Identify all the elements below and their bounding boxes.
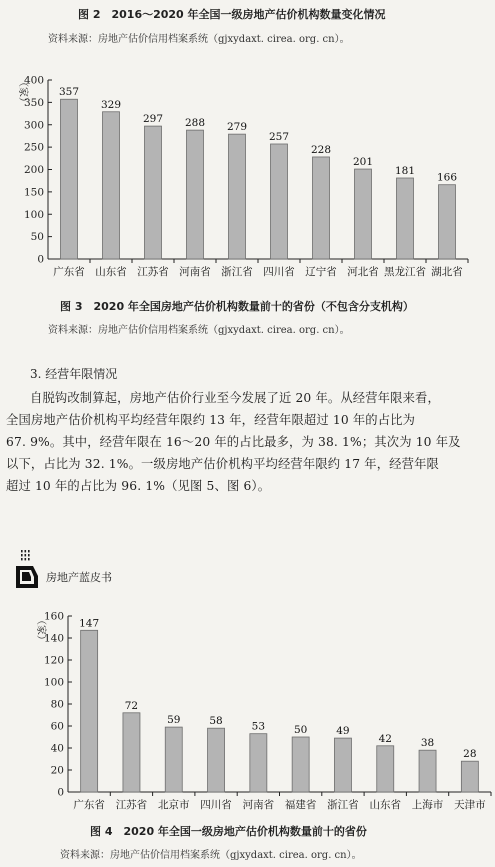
x-category-label: 浙江省 xyxy=(221,266,253,278)
x-category-label: 辽宁省 xyxy=(305,266,337,278)
bar-value-label: 181 xyxy=(394,165,416,178)
y-tick-label: 140 xyxy=(43,632,64,645)
bar xyxy=(461,761,478,792)
x-category-label: 北京市 xyxy=(158,799,190,811)
y-tick-label: 120 xyxy=(43,654,64,667)
bar xyxy=(208,728,225,792)
bar-value-label: 28 xyxy=(463,748,477,761)
bar xyxy=(123,713,140,792)
bar-value-label: 38 xyxy=(420,737,435,750)
y-axis-label: （家） xyxy=(35,615,46,645)
bar-value-label: 147 xyxy=(79,617,100,630)
bar xyxy=(229,134,246,259)
y-tick-label: 350 xyxy=(23,96,44,109)
section-heading: 3. 经营年限情况 xyxy=(30,367,118,381)
x-category-label: 山东省 xyxy=(369,799,401,811)
bar-value-label: 50 xyxy=(293,724,308,736)
bar-value-label: 72 xyxy=(124,699,139,712)
bar-value-label: 228 xyxy=(310,143,332,156)
bar-value-label: 279 xyxy=(226,121,248,134)
bar xyxy=(145,126,162,259)
x-category-label: 江苏省 xyxy=(137,266,169,278)
y-tick-label: 160 xyxy=(43,610,64,623)
bar-value-label: 49 xyxy=(336,725,350,738)
y-tick-label: 400 xyxy=(23,74,44,87)
y-tick-label: 250 xyxy=(23,141,44,154)
fig2-source: 资料来源：房地产估价信用档案系统（gjxydaxt. cirea. org. cn）。 xyxy=(48,34,350,45)
bar-value-label: 166 xyxy=(436,171,458,184)
bar xyxy=(187,130,204,259)
bar-value-label: 357 xyxy=(58,86,80,99)
bar-value-label: 201 xyxy=(352,156,374,169)
bar xyxy=(439,185,456,259)
fig4-caption: 图 4 2020 年全国一级房地产估价机构数量前十的省份 xyxy=(90,825,367,838)
x-category-label: 天津市 xyxy=(454,799,486,811)
x-category-label: 四川省 xyxy=(200,799,232,811)
y-tick-label: 60 xyxy=(50,720,64,733)
body-paragraph xyxy=(6,387,490,497)
bar xyxy=(81,630,98,792)
paragraph-line: 以下，占比为 32. 1%。一级房地产估价机构平均经营年限约 17 年，经营年限 xyxy=(6,457,439,471)
y-tick-label: 150 xyxy=(23,186,44,199)
bar xyxy=(377,746,394,792)
fig3-source: 资料来源：房地产估价信用档案系统（gjxydaxt. cirea. org. cn）。 xyxy=(48,325,350,336)
book-icon xyxy=(14,550,40,590)
fig4-source: 资料来源：房地产估价信用档案系统（gjxydaxt. cirea. org. cn）。 xyxy=(60,850,362,861)
bar-value-label: 329 xyxy=(100,98,122,111)
x-category-label: 江苏省 xyxy=(115,799,148,811)
bar-value-label: 53 xyxy=(251,720,266,733)
y-tick-label: 100 xyxy=(23,208,44,221)
y-tick-label: 0 xyxy=(37,253,44,266)
bar xyxy=(61,99,78,259)
y-tick-label: 200 xyxy=(23,164,44,176)
x-category-label: 福建省 xyxy=(284,799,317,811)
x-category-label: 河南省 xyxy=(179,266,211,278)
x-category-label: 河北省 xyxy=(347,266,379,278)
chart-fig4 xyxy=(0,604,495,817)
paragraph-line: 超过 10 年的占比为 96. 1%（见图 5、图 6）。 xyxy=(6,479,271,493)
running-header-label: 房地产蓝皮书 xyxy=(46,571,112,584)
bar xyxy=(397,178,414,259)
y-tick-label: 0 xyxy=(57,786,64,799)
bar xyxy=(313,157,330,259)
bar-value-label: 59 xyxy=(167,714,181,727)
y-tick-label: 80 xyxy=(50,698,64,711)
fig2-caption: 图 2 2016～2020 年全国一级房地产估价机构数量变化情况 xyxy=(78,8,386,21)
bar xyxy=(355,169,372,259)
y-tick-label: 50 xyxy=(30,231,44,244)
y-tick-label: 100 xyxy=(43,676,64,689)
bar xyxy=(165,727,182,792)
x-category-label: 河南省 xyxy=(242,799,275,811)
x-category-label: 山东省 xyxy=(95,266,127,278)
fig3-caption: 图 3 2020 年全国房地产估价机构数量前十的省份（不包含分支机构） xyxy=(60,300,414,313)
x-category-label: 广东省 xyxy=(53,266,85,278)
x-category-label: 浙江省 xyxy=(327,799,359,811)
bar-value-label: 297 xyxy=(142,113,164,126)
y-tick-label: 20 xyxy=(50,764,64,777)
paragraph-line: 67. 9%。其中，经营年限在 16～20 年的占比最多，为 38. 1%；其次为 10 年及 xyxy=(6,435,461,449)
x-category-label: 黑龙江省 xyxy=(384,266,426,278)
bar xyxy=(334,738,351,792)
y-axis-label: （家） xyxy=(17,77,28,107)
y-tick-label: 40 xyxy=(50,742,64,755)
bar xyxy=(250,734,267,792)
paragraph-line: 全国房地产估价机构平均经营年限约 13 年，经营年限超过 10 年的占比为 xyxy=(6,413,416,427)
y-tick-label: 300 xyxy=(23,119,44,132)
bar-value-label: 58 xyxy=(209,715,223,728)
paragraph-line: 自脱钩改制算起，房地产估价行业至今发展了近 20 年。从经营年限来看， xyxy=(30,391,440,405)
bar xyxy=(271,144,288,259)
bar-value-label: 288 xyxy=(184,117,206,130)
x-category-label: 四川省 xyxy=(263,266,295,278)
x-category-label: 湖北省 xyxy=(431,266,463,278)
bar xyxy=(419,750,436,792)
x-category-label: 广东省 xyxy=(73,799,105,811)
bar-value-label: 257 xyxy=(268,130,290,143)
bar xyxy=(292,737,309,792)
bar xyxy=(103,112,120,259)
x-category-label: 上海市 xyxy=(411,799,444,811)
chart-fig3 xyxy=(0,68,495,290)
bar-value-label: 42 xyxy=(378,732,392,745)
